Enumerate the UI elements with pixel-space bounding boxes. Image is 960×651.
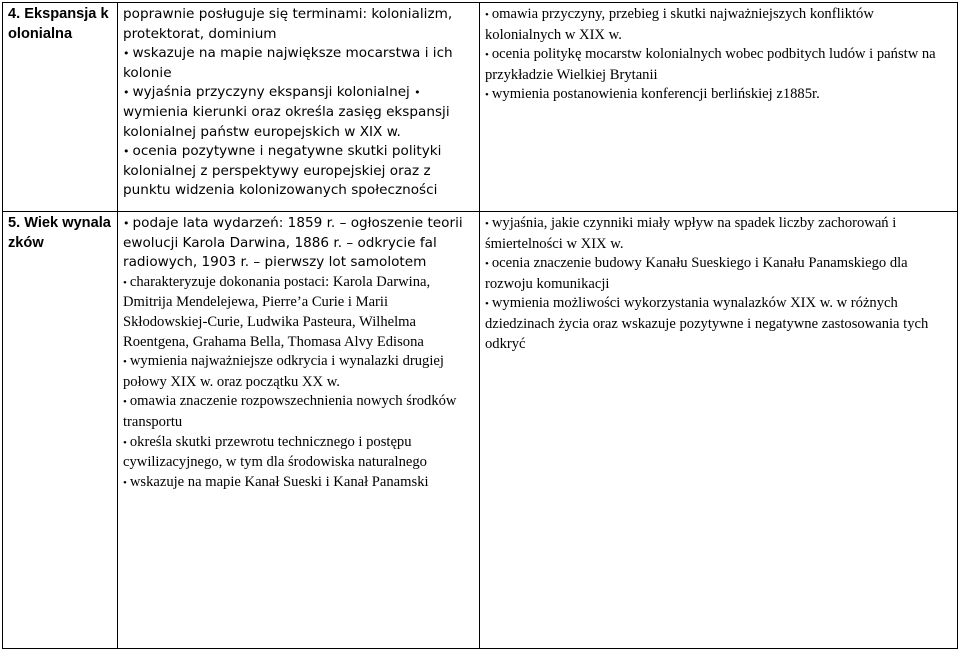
list-item: • podaje lata wydarzeń: 1859 r. – ogłoszenie teorii ewolucji Karola Darwina, 1886 r. – odkrycie fal radiowych, 1903 r. – pierwszy lot samolotem (123, 215, 463, 271)
extended-requirements-cell (480, 3, 958, 212)
list-item: • charakteryzuje dokonania postaci: Karola Darwina, Dmitrija Mendelejewa, Pierre’a Curie i Marii Skłodowskiej-Curie, Ludwika Pasteura, Wilhelma Roentgena, Grahama Bella, Thomasa Alvy Edisona (123, 273, 431, 350)
bullet-icon: • (123, 145, 130, 159)
bullet-icon: • (485, 9, 489, 21)
list-item: • omawia znaczenie rozpowszechnienia nowych środków transportu (123, 393, 457, 430)
topic-cell: 5. Wiek wynalazków (3, 212, 118, 649)
bullet-icon: • (414, 86, 421, 100)
list-item: • określa skutki przewrotu technicznego i postępu cywilizacyjnego, w tym dla środowiska naturalnego (123, 433, 427, 471)
list-item: • ocenia znaczenie budowy Kanału Sueskiego i Kanału Panamskiego dla rozwoju komunikacji (485, 255, 908, 292)
bullet-icon: • (485, 258, 489, 271)
bullet-icon: • (123, 396, 127, 409)
table-row (3, 212, 958, 649)
list-item: • ocenia pozytywne i negatywne skutki polityki kolonialnej z perspektywy europejskiej oraz z punktu widzenia kolonizowanych społeczności (123, 143, 442, 199)
bullet-icon: • (123, 436, 127, 449)
list-item: • wymienia postanowienia konferencji berlińskiej z1885r. (485, 86, 820, 103)
curriculum-table (2, 2, 958, 649)
extended-requirements-cell (480, 212, 958, 649)
list-item: • omawia przyczyny, przebieg i skutki najważniejszych konfliktów kolonialnych w XIX w. (485, 6, 874, 43)
bullet-icon: • (123, 476, 127, 489)
list-item: • ocenia politykę mocarstw kolonialnych wobec podbitych ludów i państw na przykładzie Wielkiej Brytanii (485, 46, 936, 83)
bullet-icon: • (485, 218, 489, 230)
bullet-icon: • (485, 49, 489, 62)
bullet-icon: • (123, 356, 127, 369)
list-item: • wyjaśnia, jakie czynniki miały wpływ na spadek liczby zachorowań i śmiertelności w XIX w. (485, 215, 897, 252)
table-row (3, 3, 958, 212)
bullet-icon: • (123, 276, 127, 289)
topic-cell: 4. Ekspansja kolonialna (3, 3, 118, 212)
list-item: • wymienia możliwości wykorzystania wynalazków XIX w. w różnych dziedzinach życia oraz wskazuje pozytywne i negatywne zastosowania tych odkryć (485, 295, 929, 352)
bullet-icon: • (123, 217, 130, 230)
list-item: • wyjaśnia przyczyny ekspansji kolonialnej • (123, 84, 421, 101)
list-item: wymienia kierunki oraz określa zasięg ekspansji kolonialnej państw europejskich w XIX w. (123, 103, 450, 140)
bullet-icon: • (123, 47, 130, 61)
list-item: • wymienia najważniejsze odkrycia i wynalazki drugiej połowy XIX w. oraz początku XX w. (123, 353, 444, 390)
bullet-icon: • (123, 86, 130, 100)
list-item: • wskazuje na mapie największe mocarstwa i ich kolonie (123, 45, 453, 81)
basic-requirements-cell (118, 212, 480, 649)
bullet-icon: • (485, 89, 489, 102)
bullet-icon: • (485, 298, 489, 311)
list-item: poprawnie posługuje się terminami: kolonializm, protektorat, dominium (123, 6, 453, 42)
basic-requirements-cell (118, 3, 480, 212)
list-item: • wskazuje na mapie Kanał Sueski i Kanał Panamski (123, 473, 429, 490)
